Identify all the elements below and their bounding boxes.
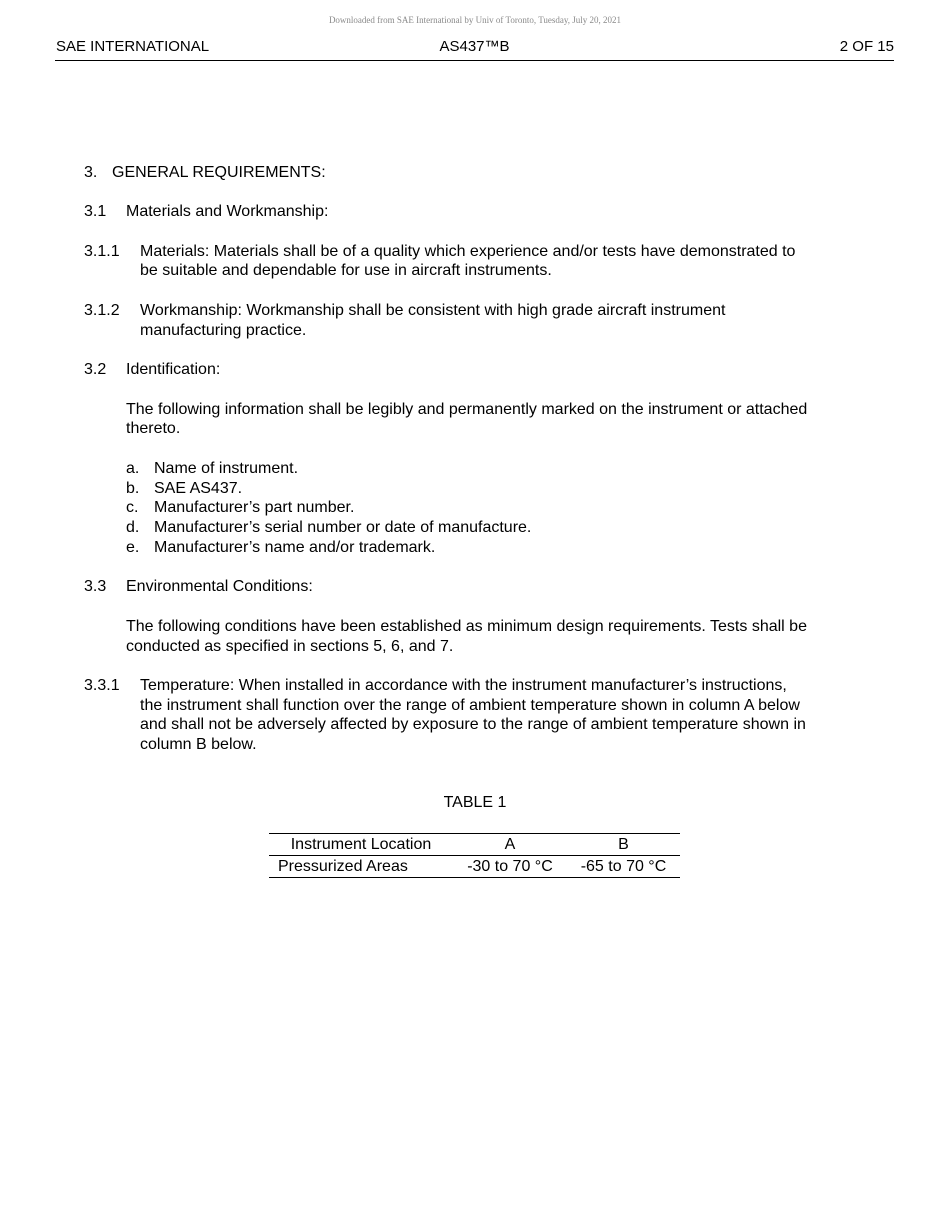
section-3-number: 3. bbox=[84, 164, 98, 181]
list-item-letter: b. bbox=[126, 480, 140, 497]
section-3-2-number: 3.2 bbox=[84, 361, 107, 378]
table-header-row bbox=[269, 834, 680, 856]
list-item-letter: e. bbox=[126, 539, 140, 556]
table-header-cell: Instrument Location bbox=[290, 836, 432, 853]
header-page-number: 2 OF 15 bbox=[839, 38, 894, 55]
table-header-cell: A bbox=[504, 836, 516, 853]
section-3-2-paragraph-line2: thereto. bbox=[126, 420, 181, 437]
table-header-cell: B bbox=[618, 836, 629, 853]
section-3-1-2-number: 3.1.2 bbox=[84, 302, 120, 319]
section-3-1-1-line1: Materials: Materials shall be of a quality which experience and/or tests have demonstrated to bbox=[140, 243, 796, 260]
header-document-number: AS437™B bbox=[439, 38, 510, 55]
table-row bbox=[269, 856, 680, 878]
section-3-3-1-line3: and shall not be adversely affected by exposure to the range of ambient temperature shown in bbox=[140, 716, 806, 733]
list-item-text: Name of instrument. bbox=[154, 460, 299, 477]
temperature-table bbox=[269, 833, 680, 878]
section-3-1-1-number: 3.1.1 bbox=[84, 243, 120, 260]
table-cell: -65 to 70 °C bbox=[580, 858, 667, 875]
section-3-3-1-line4: column B below. bbox=[140, 736, 257, 753]
download-watermark: Downloaded from SAE International by Univ of Toronto, Tuesday, July 20, 2021 bbox=[328, 15, 622, 25]
header-organization: SAE INTERNATIONAL bbox=[56, 38, 210, 55]
section-3-3-title: Environmental Conditions: bbox=[126, 578, 313, 595]
list-item-letter: d. bbox=[126, 519, 140, 536]
section-3-3-paragraph-line1: The following conditions have been established as minimum design requirements. Tests shall be bbox=[126, 618, 807, 635]
section-3-3-1-line1: Temperature: When installed in accordance with the instrument manufacturer’s instructions, bbox=[140, 677, 787, 694]
list-item-letter: c. bbox=[126, 499, 139, 516]
list-item-letter: a. bbox=[126, 460, 140, 477]
section-3-1-2-line2: manufacturing practice. bbox=[140, 322, 307, 339]
list-item-text: SAE AS437. bbox=[154, 480, 243, 497]
section-3-2-paragraph-line1: The following information shall be legibly and permanently marked on the instrument or attached bbox=[126, 401, 808, 418]
table-title: TABLE 1 bbox=[443, 794, 507, 811]
section-3-title: GENERAL REQUIREMENTS: bbox=[112, 164, 326, 181]
table-cell: -30 to 70 °C bbox=[467, 858, 553, 875]
list-item-text: Manufacturer’s serial number or date of manufacture. bbox=[154, 519, 532, 536]
list-item-text: Manufacturer’s part number. bbox=[154, 499, 355, 516]
section-3-1-2-line1: Workmanship: Workmanship shall be consistent with high grade aircraft instrument bbox=[140, 302, 726, 319]
section-3-1-number: 3.1 bbox=[84, 203, 107, 220]
section-3-3-paragraph-line2: conducted as specified in sections 5, 6, and 7. bbox=[126, 638, 454, 655]
page-header bbox=[55, 38, 894, 61]
section-3-1-1-line2: be suitable and dependable for use in aircraft instruments. bbox=[140, 262, 552, 279]
section-3-2-title: Identification: bbox=[126, 361, 221, 378]
section-3-3-1-number: 3.3.1 bbox=[84, 677, 120, 694]
section-3-3-1-line2: the instrument shall function over the range of ambient temperature shown in column A below bbox=[140, 697, 800, 714]
table-cell: Pressurized Areas bbox=[278, 858, 408, 875]
section-3-1-title: Materials and Workmanship: bbox=[126, 203, 329, 220]
list-item-text: Manufacturer’s name and/or trademark. bbox=[154, 539, 436, 556]
section-3-3-number: 3.3 bbox=[84, 578, 107, 595]
